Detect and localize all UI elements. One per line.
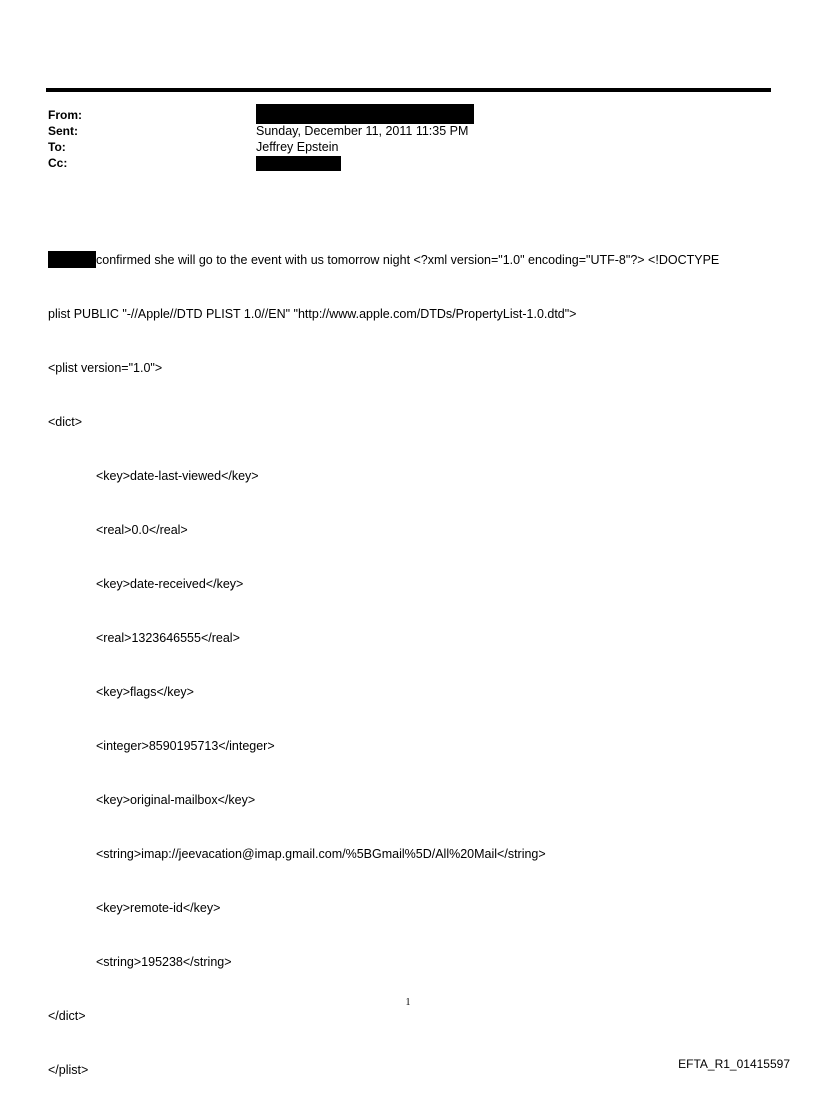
to-value: Jeffrey Epstein [256, 140, 339, 154]
body-line: <real>0.0</real> [96, 523, 188, 537]
body-line: <key>date-last-viewed</key> [96, 469, 259, 483]
body-line: <string>imap://jeevacation@imap.gmail.com/%5BGmail%5D/All%20Mail</string> [96, 847, 546, 861]
body-text: confirmed she will go to the event with us tomorrow night <?xml version="1.0" encoding="UTF-8"?> <!DOCTYPE [96, 253, 720, 267]
body-line: <plist version="1.0"> [48, 361, 163, 375]
to-row [48, 139, 768, 155]
sent-label: Sent: [48, 124, 78, 138]
from-row [48, 107, 768, 123]
from-value [256, 107, 474, 124]
redaction-block [48, 251, 96, 268]
body-line: <key>flags</key> [96, 685, 194, 699]
body-line: <integer>8590195713</integer> [96, 739, 275, 753]
cc-row [48, 155, 768, 171]
cc-value [256, 155, 341, 171]
email-body [48, 215, 778, 1097]
from-label: From: [48, 108, 82, 122]
body-line: <string>195238</string> [96, 955, 232, 969]
body-line: <real>1323646555</real> [96, 631, 240, 645]
redaction-block [256, 156, 341, 171]
page-number: 1 [405, 997, 411, 1008]
body-line: <dict> [48, 415, 83, 429]
bates-number: EFTA_R1_01415597 [678, 1057, 790, 1071]
body-line: <key>original-mailbox</key> [96, 793, 256, 807]
body-line [48, 251, 778, 269]
body-line: <key>remote-id</key> [96, 901, 221, 915]
sent-row [48, 123, 768, 139]
to-label: To: [48, 140, 66, 154]
body-line: plist PUBLIC "-//Apple//DTD PLIST 1.0//EN" "http://www.apple.com/DTDs/PropertyList-1.0.dtd"> [48, 307, 577, 321]
body-line: </dict> [48, 1009, 86, 1023]
cc-label: Cc: [48, 156, 68, 170]
email-header [48, 107, 768, 171]
redaction-block [256, 104, 474, 124]
body-line: </plist> [48, 1063, 89, 1077]
header-divider [46, 88, 771, 92]
sent-value: Sunday, December 11, 2011 11:35 PM [256, 124, 469, 138]
body-line: <key>date-received</key> [96, 577, 244, 591]
